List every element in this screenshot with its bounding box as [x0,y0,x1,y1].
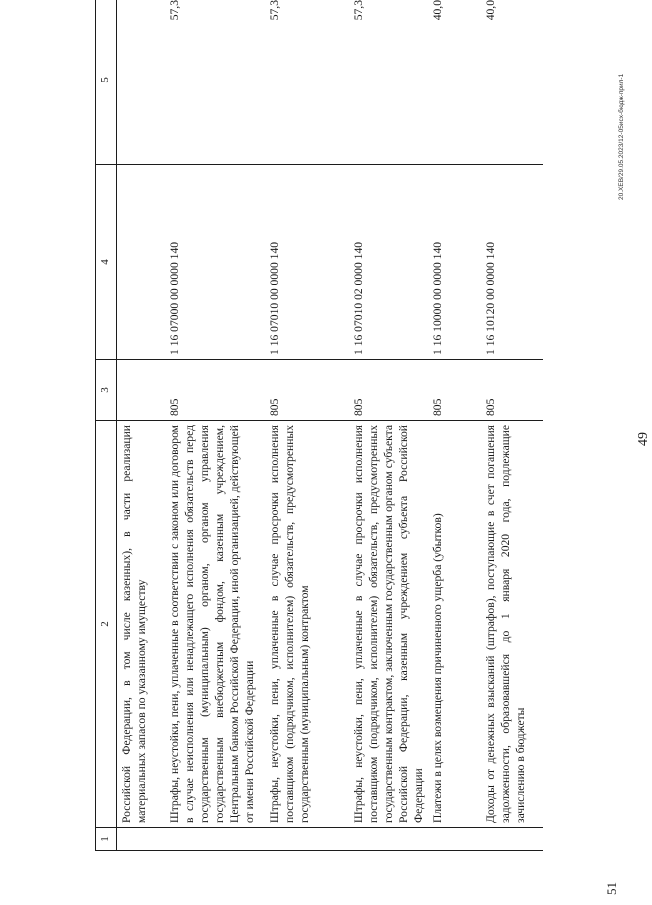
row-code: 805 [349,360,428,421]
row-description: Штрафы, неустойки, пени, уплаченные в соответствии с законом или договором в случае неисполнения или ненадлежащего исполнения обязательств перед государственным (муниципальным) органом, органом управления государственным внебюджетным фондом, казенным учреждением, Центральным банком Российской Федерации, иной организацией, действующей от имени Российской Федерации [165,421,265,828]
row-kbk: 1 16 07010 00 0000 140 [265,165,349,360]
header-col-2: 2 [96,421,117,828]
header-col-4: 4 [96,165,117,360]
revenue-table [95,0,543,851]
header-col-5: 5 [96,0,117,165]
page-number-top: 49 [636,432,651,446]
row-description: Доходы от денежных взысканий (штрафов), поступающие в счет погашения задолженности, образовавшейся до 1 января 2020 года, подлежащие зачислению в бюджеты [481,421,543,828]
row-col1 [117,828,166,851]
table-row [265,0,349,851]
row-amount: 40,0 [481,0,543,165]
row-description: Штрафы, неустойки, пени, уплаченные в случае просрочки исполнения поставщиком (подрядчиком, исполнителем) обязательств, предусмотренных государственным (муниципальным) контрактом [265,421,349,828]
row-amount [117,0,166,165]
row-amount: 57,3 [349,0,428,165]
row-code: 805 [481,360,543,421]
row-description: Штрафы, неустойки, пени, уплаченные в случае просрочки исполнения поставщиком (подрядчиком, исполнителем) обязательств, предусмотренных государственным контрактом, заключенным государственным органом субъекта Российской Федерации, казенным учреждением субъекта Российской Федерации [349,421,428,828]
row-col1 [265,828,349,851]
row-kbk: 1 16 07010 02 0000 140 [349,165,428,360]
row-code: 805 [165,360,265,421]
row-amount: 57,3 [165,0,265,165]
table-header-row [96,0,117,851]
header-col-1: 1 [96,828,117,851]
table-row [165,0,265,851]
row-description: Платежи в целях возмещения причиненного ущерба (убытков) [428,421,481,828]
table-row [117,0,166,851]
row-kbk: 1 16 10000 00 0000 140 [428,165,481,360]
row-kbk [117,165,166,360]
row-code: 805 [265,360,349,421]
row-kbk: 1 16 07000 00 0000 140 [165,165,265,360]
row-kbk: 1 16 10120 00 0000 140 [481,165,543,360]
row-col1 [165,828,265,851]
table-row [481,0,543,851]
row-description: Российской Федерации, в том числе казенных), в части реализации материальных запасов по указанному имуществу [117,421,166,828]
rotated-table-container [95,0,595,851]
row-col1 [428,828,481,851]
row-col1 [349,828,428,851]
page-number-bottom: 51 [604,882,619,895]
table-row [349,0,428,851]
row-code: 805 [428,360,481,421]
header-col-3: 3 [96,360,117,421]
row-col1 [481,828,543,851]
row-amount: 57,3 [265,0,349,165]
document-stamp: 20.ХЕВ/29.05.2023/12-05исх-бюдж-прил-1 [618,73,625,200]
row-code [117,360,166,421]
table-row [428,0,481,851]
row-amount: 40,0 [428,0,481,165]
